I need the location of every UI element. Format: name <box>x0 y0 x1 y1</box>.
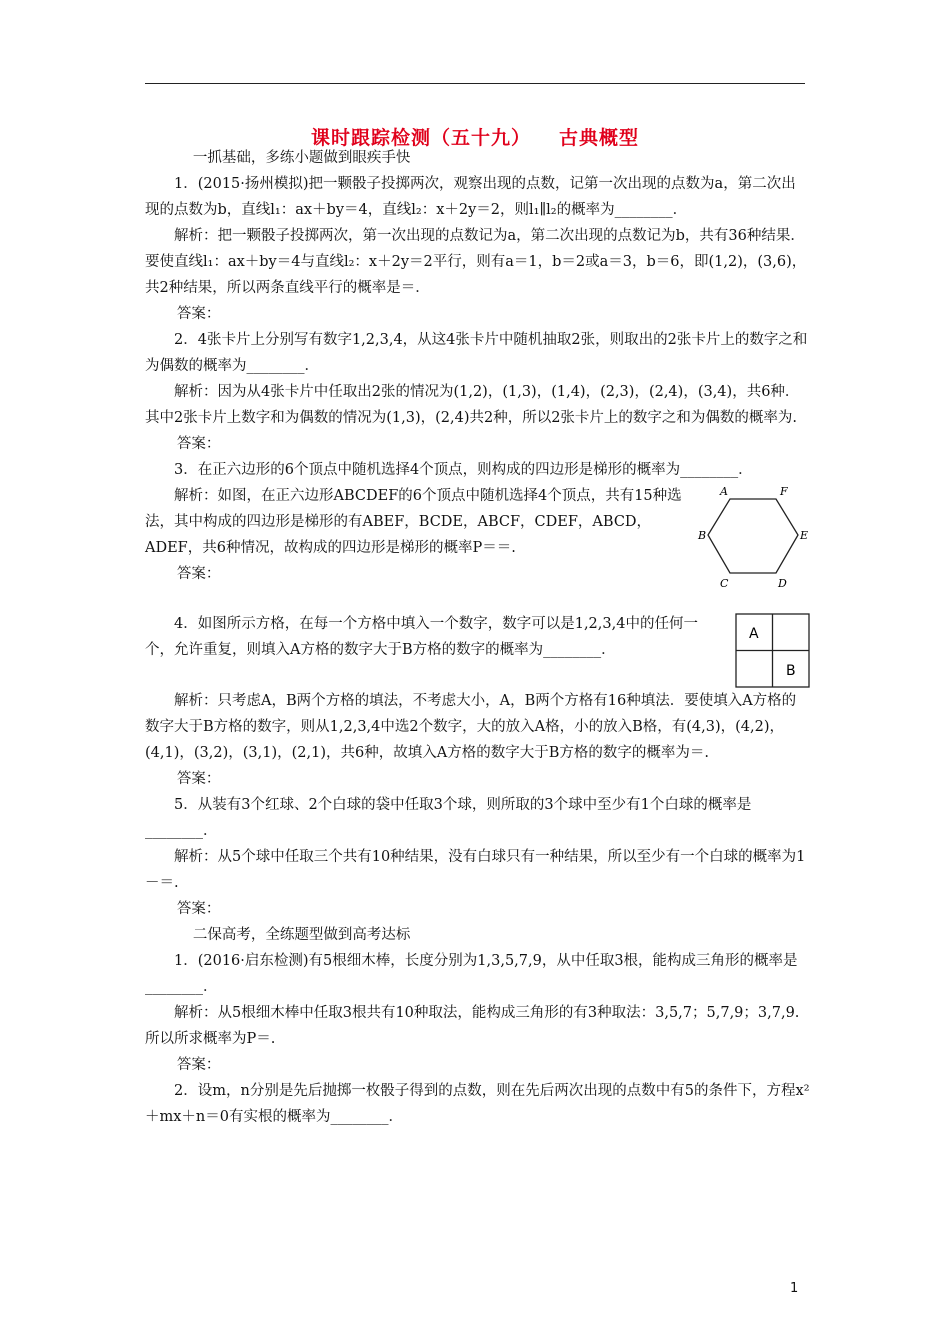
question-2-2: 2．设m，n分别是先后抛掷一枚骰子得到的点数，则在先后两次出现的点数中有5的条件下，方程x²＋mx＋n＝0有实根的概率为________． <box>145 1083 810 1125</box>
solution-1-3: 解析：如图，在正六边形ABCDEF的6个顶点中随机选择4个顶点，共有15种选法，其中构成的四边形是梯形的有ABEF，BCDE，ABCF，CDEF，ABCD，ADEF，共6种情况，故构成的四边形是梯形的概率P＝＝. <box>145 488 682 556</box>
hex-label-a: A <box>720 485 728 498</box>
hex-label-e: E <box>800 529 809 542</box>
title-topic: 古典概型 <box>559 127 640 149</box>
solution-1-4: 解析：只考虑A，B两个方格的填法，不考虑大小，A，B两个方格有16种填法．要使填入A方格的数字大于B方格的数字，则从1,2,3,4中选2个数字，大的放入A格，小的放入B格，有(4,3)，(4,2)，(4,1)，(3,2)，(3,1)，(2,1)，共6种，故填入A方格的数字大于B方格的数字的概率为＝. <box>145 693 797 761</box>
answer-1-2: 答案： <box>176 436 221 452</box>
hex-label-c: C <box>720 577 729 590</box>
solution-1-1: 解析：把一颗骰子投掷两次，第一次出现的点数记为a，第二次出现的点数记为b，共有36种结果．要使直线l₁：ax＋by＝4与直线l₂：x＋2y＝2平行，则有a＝1，b＝2或a＝3，b＝6，即(1,2)，(3,6)，共2种结果，所以两条直线平行的概率是＝． <box>145 228 807 296</box>
question-1-1: 1．(2015·扬州模拟)把一颗骰子投掷两次，观察出现的点数，记第一次出现的点数为a，第二次出现的点数为b，直线l₁：ax＋by＝4，直线l₂：x＋2y＝2，则l₁∥l₂的概率为________． <box>145 176 796 218</box>
section-heading-2: 二保高考，全练题型做到高考达标 <box>192 927 411 943</box>
question-1-5: 5．从装有3个红球、2个白球的袋中任取3个球，则所取的3个球中至少有1个白球的概率是________． <box>145 797 752 839</box>
question-1-3: 3．在正六边形的6个顶点中随机选择4个顶点，则构成的四边形是梯形的概率为________． <box>174 462 753 478</box>
hexagon-figure <box>698 483 810 593</box>
section-heading-1: 一抓基础，多练小题做到眼疾手快 <box>192 150 411 166</box>
hex-label-d: D <box>778 577 787 590</box>
question-1-4-block <box>145 611 810 688</box>
answer-1-5: 答案： <box>176 901 221 917</box>
question-1-4: 4．如图所示方格，在每一个方格中填入一个数字，数字可以是1,2,3,4中的任何一个，允许重复，则填入A方格的数字大于B方格的数字的概率为________． <box>145 616 698 658</box>
header-rule <box>145 83 805 84</box>
grid-figure <box>735 613 810 688</box>
title-main: 课时跟踪检测（五十九） <box>310 127 531 149</box>
hex-label-b: B <box>698 529 707 542</box>
solution-1-5: 解析：从5个球中任取三个共有10种结果，没有白球只有一种结果，所以至少有一个白球的概率为1－＝. <box>145 849 806 891</box>
answer-1-4: 答案： <box>176 771 221 787</box>
answer-1-3: 答案： <box>176 566 221 582</box>
page-number: 1 <box>790 1281 799 1296</box>
grid-label-a: A <box>749 626 759 642</box>
answer-1-1: 答案： <box>176 306 221 322</box>
question-2-1: 1．(2016·启东检测)有5根细木棒，长度分别为1,3,5,7,9，从中任取3根，能构成三角形的概率是________． <box>145 953 798 995</box>
question-1-2: 2．4张卡片上分别写有数字1,2,3,4，从这4张卡片中随机抽取2张，则取出的2张卡片上的数字之和为偶数的概率为________． <box>145 332 808 374</box>
document-body <box>145 145 810 1130</box>
grid-label-b: B <box>786 663 796 679</box>
hex-label-f: F <box>780 485 788 498</box>
solution-1-2: 解析：因为从4张卡片中任取出2张的情况为(1,2)，(1,3)，(1,4)，(2,3)，(2,4)，(3,4)，共6种．其中2张卡片上数字和为偶数的情况为(1,3)，(2,4)共2种，所以2张卡片上的数字之和为偶数的概率为. <box>145 384 800 426</box>
solution-2-1: 解析：从5根细木棒中任取3根共有10种取法，能构成三角形的有3种取法：3,5,7；5,7,9；3,7,9.所以所求概率为P＝. <box>145 1005 800 1047</box>
answer-2-1: 答案： <box>176 1057 221 1073</box>
solution-1-3-block <box>145 483 810 593</box>
